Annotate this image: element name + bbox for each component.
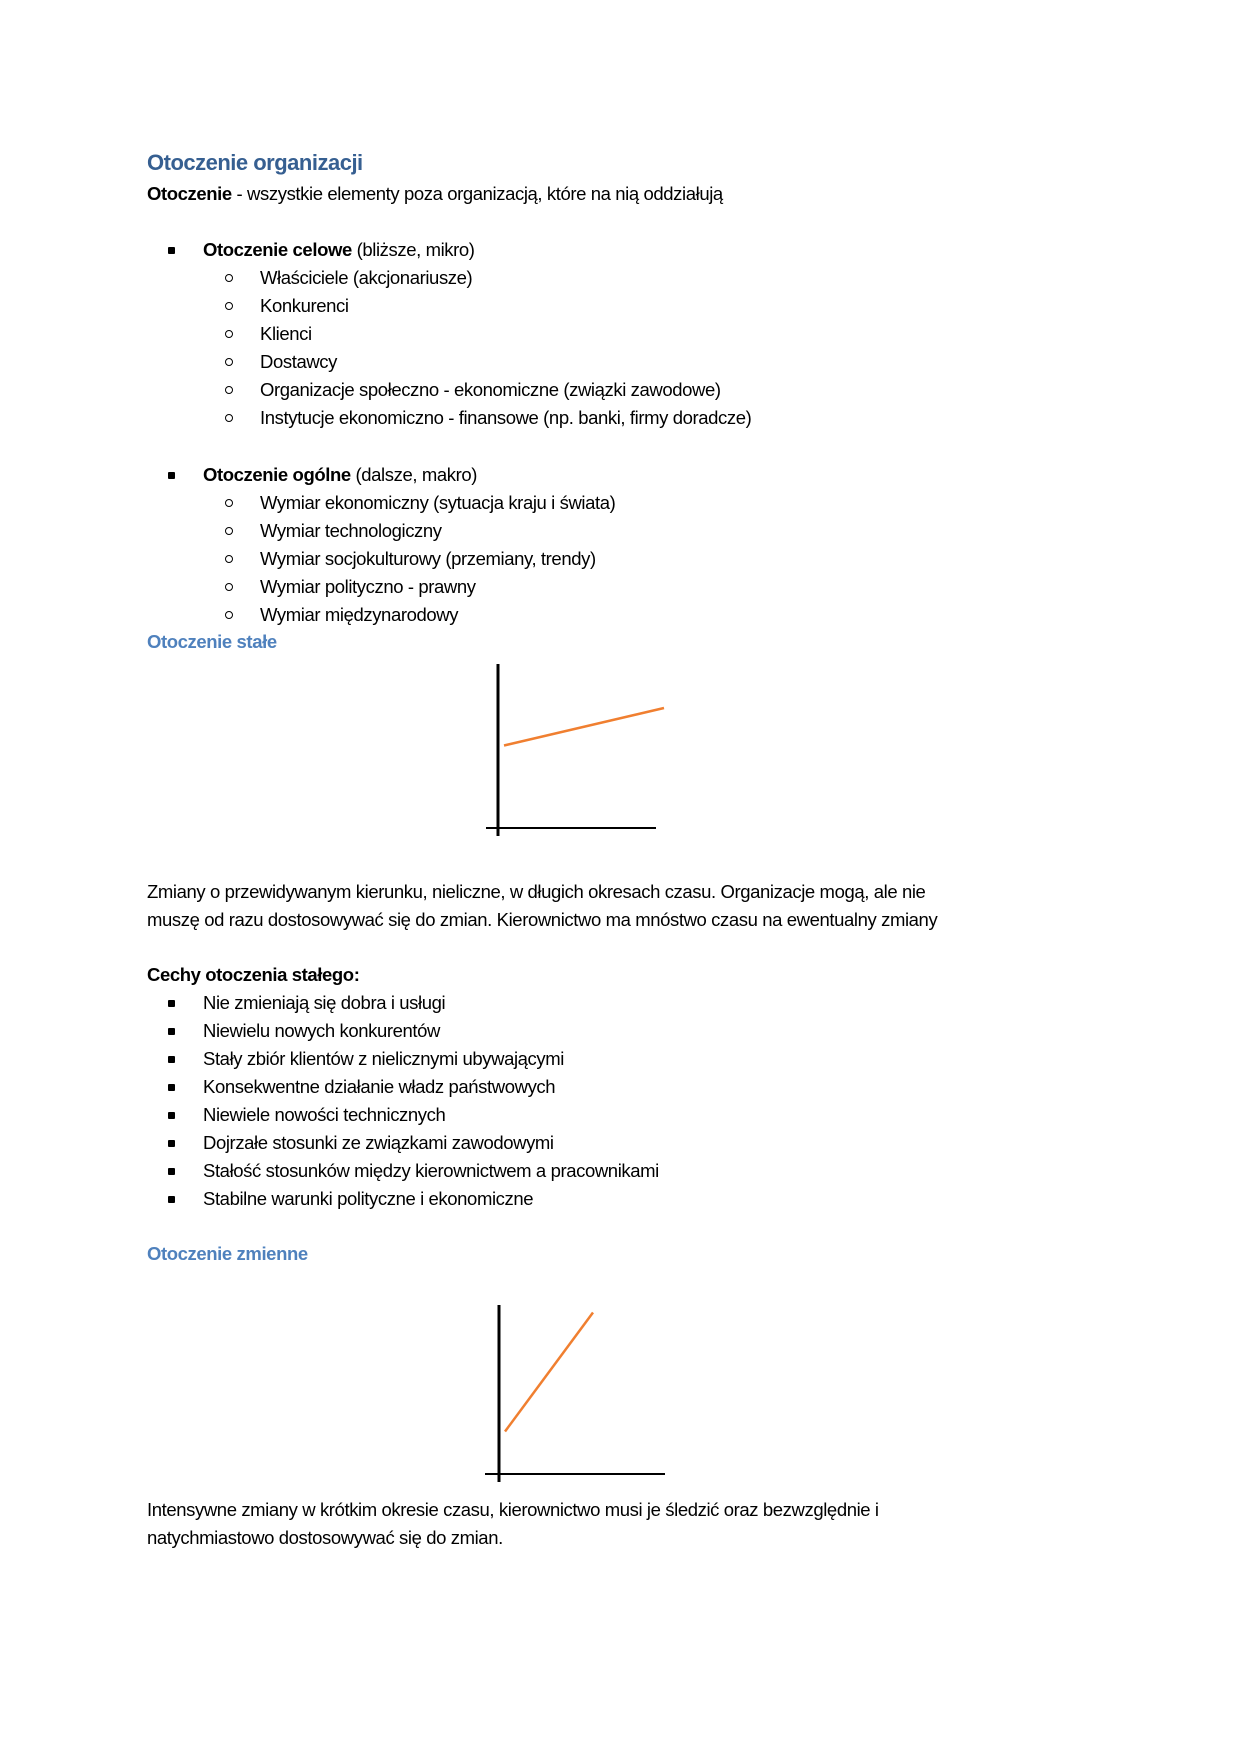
feature-item: Dojrzałe stosunki ze związkami zawodowymi	[203, 1132, 554, 1153]
stable-para-1: Zmiany o przewidywanym kierunku, nieliczne, w długich okresach czasu. Organizacje mogą, ale nie	[147, 881, 926, 902]
sub-item: Organizacje społeczno - ekonomiczne (związki zawodowe)	[260, 379, 721, 400]
sub-item: Właściciele (akcjonariusze)	[260, 267, 473, 288]
definition-term: Otoczenie	[147, 183, 232, 204]
variable-chart	[485, 1305, 665, 1482]
feature-item: Konsekwentne działanie władz państwowych	[203, 1076, 556, 1097]
feature-item: Stały zbiór klientów z nielicznymi ubywającymi	[203, 1048, 564, 1069]
feature-item: Niewielu nowych konkurentów	[203, 1020, 441, 1041]
sub-item: Wymiar socjokulturowy (przemiany, trendy)	[260, 548, 596, 569]
stable-chart	[486, 664, 664, 836]
data-line	[505, 1313, 593, 1432]
sub-item: Wymiar technologiczny	[260, 520, 442, 541]
sub-item: Konkurenci	[260, 295, 349, 316]
sub-item: Dostawcy	[260, 351, 337, 372]
sub-item: Instytucje ekonomiczno - finansowe (np. banki, firmy doradcze)	[260, 407, 752, 428]
variable-heading: Otoczenie zmienne	[147, 1243, 308, 1264]
data-line	[504, 708, 664, 746]
page-title: Otoczenie organizacji	[147, 150, 363, 175]
feature-item: Stabilne warunki polityczne i ekonomiczne	[203, 1188, 534, 1209]
variable-para-1: Intensywne zmiany w krótkim okresie czasu, kierownictwo musi je śledzić oraz bezwzględnie i	[147, 1499, 879, 1520]
feature-item: Stałość stosunków między kierownictwem a pracownikami	[203, 1160, 659, 1181]
definition-text: - wszystkie elementy poza organizacją, które na nią oddziałują	[231, 183, 723, 204]
stable-para-2: muszę od razu dostosowywać się do zmian. Kierownictwo ma mnóstwo czasu na ewentualny zmiany	[147, 909, 938, 930]
sub-item: Klienci	[260, 323, 312, 344]
variable-para-2: natychmiastowo dostosowywać się do zmian.	[147, 1527, 503, 1548]
group-term: Otoczenie celowe	[203, 239, 352, 260]
features-heading: Cechy otoczenia stałego:	[147, 964, 360, 985]
feature-item: Nie zmieniają się dobra i usługi	[203, 992, 446, 1013]
sub-item: Wymiar polityczno - prawny	[260, 576, 476, 597]
group-term: Otoczenie ogólne	[203, 464, 351, 485]
sub-item: Wymiar międzynarodowy	[260, 604, 459, 625]
sub-item: Wymiar ekonomiczny (sytuacja kraju i świata)	[260, 492, 616, 513]
group-rest: (bliższe, mikro)	[351, 239, 475, 260]
group-rest: (dalsze, makro)	[350, 464, 477, 485]
feature-item: Niewiele nowości technicznych	[203, 1104, 446, 1125]
stable-heading: Otoczenie stałe	[147, 631, 277, 652]
